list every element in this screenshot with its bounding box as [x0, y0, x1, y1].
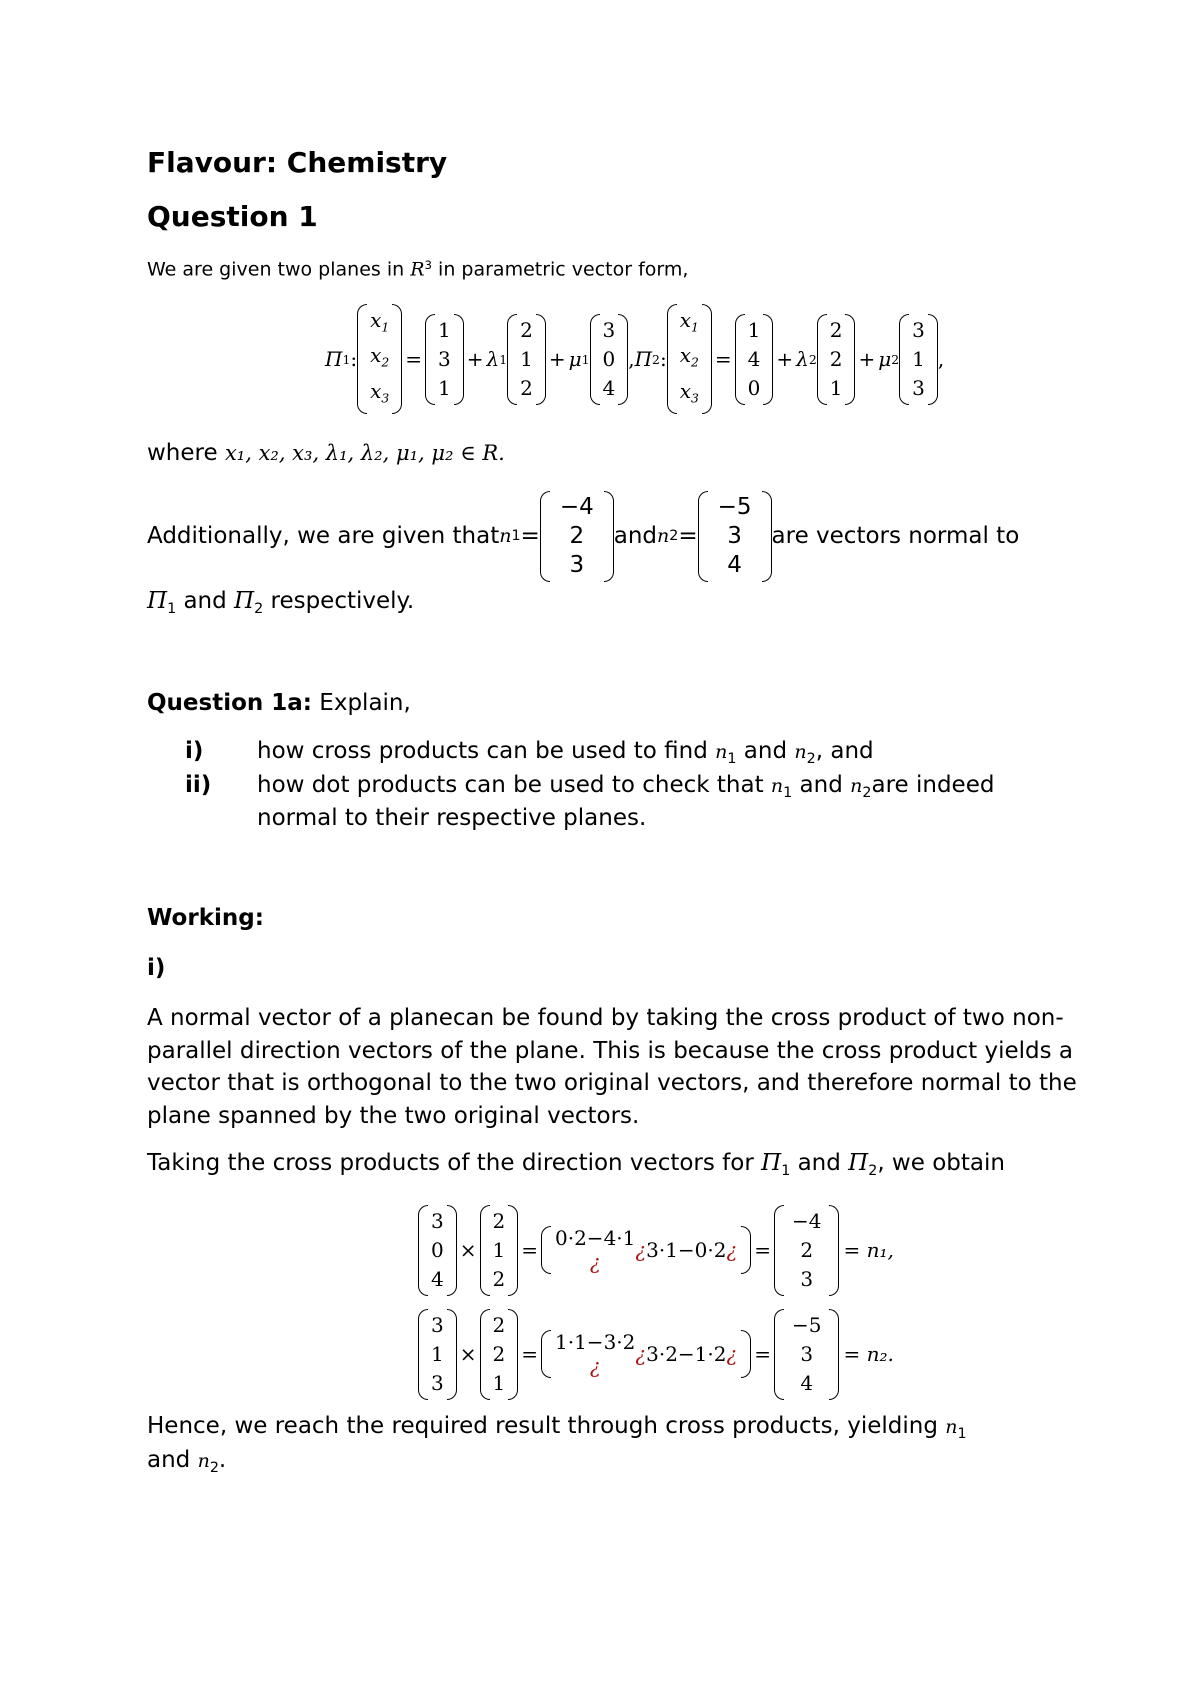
- vector-entry: 2: [492, 1266, 506, 1291]
- vector-entry: $x_1$: [370, 308, 390, 335]
- cross-product-2: 3 1 3 × 2 2 1 = 1·1−3·2 ¿ ¿ 3·2−1·2 ¿ = −5 3 4 = n₂.: [418, 1306, 894, 1402]
- list-item: i): [185, 738, 204, 764]
- vector-entry: 2: [520, 375, 533, 400]
- vector-entry: 3: [438, 346, 451, 371]
- vector-entry: 3: [431, 1312, 444, 1337]
- d2b-vector: [899, 314, 938, 405]
- vector-entry: 1: [438, 375, 451, 400]
- vector-entry: 4: [747, 346, 761, 371]
- list-item-text: how cross products can be used to find $n_1$ and $n_2$, and: [257, 738, 874, 767]
- vector-entry: 3: [431, 1208, 444, 1233]
- vector-entry: 1: [492, 1370, 506, 1395]
- vector-entry: 3: [800, 1341, 814, 1366]
- question-title: Question 1: [147, 200, 318, 233]
- vector-entry: $x_3$: [679, 378, 699, 405]
- vector-entry: 4: [602, 375, 616, 400]
- vector-entry: −4: [559, 493, 594, 520]
- vector-entry: 3: [727, 522, 742, 549]
- d2a-vector: [817, 314, 856, 405]
- vector-entry: 2: [492, 1341, 506, 1366]
- vector-entry: −5: [717, 493, 752, 520]
- vector-entry: 0: [602, 346, 616, 371]
- vector-entry: 1: [912, 346, 925, 371]
- vector-entry: 1: [829, 375, 843, 400]
- vector-entry: $x_2$: [370, 343, 390, 370]
- vector-entry: 1: [492, 1237, 506, 1262]
- vector-entry: $x_1$: [679, 308, 699, 335]
- vector-entry: −5: [791, 1312, 822, 1337]
- list-item-text: how dot products can be used to check that $n_1$ and $n_2are$ indeed: [257, 772, 995, 801]
- vector-entry: 3: [602, 317, 616, 342]
- conclusion-line-2: and $n_2$.: [147, 1447, 227, 1476]
- intro-text: We are given two planes in $R^3$ in parametric vector form,: [147, 258, 689, 281]
- taking-line: Taking the cross products of the direction vectors for $\Pi_1$ and $\Pi_2$, we obtain: [147, 1150, 1005, 1179]
- respectively-line: $\Pi_1$ and $\Pi_2$ respectively.: [147, 588, 415, 617]
- vector-entry: −4: [791, 1208, 822, 1233]
- vector-entry: 2: [829, 346, 843, 371]
- p2-vector: [735, 314, 774, 405]
- explanation-paragraph: A normal vector of a planecan be found by taking the cross product of two non-parallel direction vectors of the plane. This is because the cross product yields a vector that is orthogonal to the two original vectors, and therefore normal to the plane spanned by the two original vectors.: [147, 1005, 1077, 1129]
- vector-entry: 1: [747, 317, 761, 342]
- cross-product-1: 3 0 4 × 2 1 2 = 0·2−4·1 ¿ ¿ 3·1−0·2 ¿ = −4 2 3 = n₁,: [418, 1202, 894, 1298]
- vector-entry: 2: [492, 1312, 506, 1337]
- p1-vector: [425, 314, 464, 405]
- vector-entry: 1: [520, 346, 533, 371]
- vector-entry: 2: [829, 317, 843, 342]
- vector-entry: 2: [492, 1208, 506, 1233]
- vector-entry: 0: [747, 375, 761, 400]
- page-heading: Flavour: Chemistry: [147, 146, 448, 179]
- vector-entry: 1: [431, 1341, 444, 1366]
- vector-entry: 2: [800, 1237, 814, 1262]
- question-1a: Question 1a: Explain,: [147, 690, 411, 716]
- vector-entry: 3: [912, 375, 925, 400]
- plane-equation: Π 1 : $x_1$ $x_2$ $x_3$ = 1 3 1 + λ 1 2 1 2 + μ 1 3 0 4 , Π 2 : $x_1$ $x_2$ $x_3$ = 1 4 0 + λ 2 2 2 1 + μ 2 3 1 3 ,: [325, 308, 944, 410]
- vector-entry: $x_2$: [679, 343, 699, 370]
- list-item: ii): [185, 772, 212, 798]
- working-heading: Working:: [147, 905, 264, 931]
- normal-vectors-line: Additionally, we are given that n 1 = −4 2 3 and n 2 = −5 3 4 are vectors normal to: [147, 492, 1019, 580]
- conclusion-line-1: Hence, we reach the required result through cross products, yielding $n_1$: [147, 1413, 967, 1442]
- vector-entry: 3: [431, 1370, 444, 1395]
- vector-entry: $x_3$: [370, 378, 390, 405]
- n1-vector: [540, 491, 614, 582]
- d1a-vector: [507, 314, 546, 405]
- cross-mid-1: 0·2−4·1 ¿ ¿ 3·1−0·2 ¿: [541, 1226, 751, 1274]
- vector-entry: 0: [431, 1237, 444, 1262]
- x-vector: [357, 304, 402, 414]
- vector-entry: 2: [520, 317, 533, 342]
- list-item-text-line2: normal to their respective planes.: [257, 805, 647, 831]
- vector-entry: 4: [800, 1370, 814, 1395]
- d1b-vector: [590, 314, 629, 405]
- x-vector-2: [667, 304, 712, 414]
- vector-entry: 1: [438, 317, 451, 342]
- cross-mid-2: 1·1−3·2 ¿ ¿ 3·2−1·2 ¿: [541, 1330, 751, 1378]
- n2-vector: [698, 491, 772, 582]
- vector-entry: 2: [569, 522, 585, 549]
- vector-entry: 3: [912, 317, 925, 342]
- vector-entry: 4: [431, 1266, 444, 1291]
- where-clause: where x₁, x₂, x₃, λ₁, λ₂, μ₁, μ₂ ∈ R.: [147, 440, 505, 466]
- working-sub-i: i): [147, 955, 166, 981]
- vector-entry: 3: [569, 551, 585, 578]
- vector-entry: 3: [800, 1266, 814, 1291]
- vector-entry: 4: [727, 551, 742, 578]
